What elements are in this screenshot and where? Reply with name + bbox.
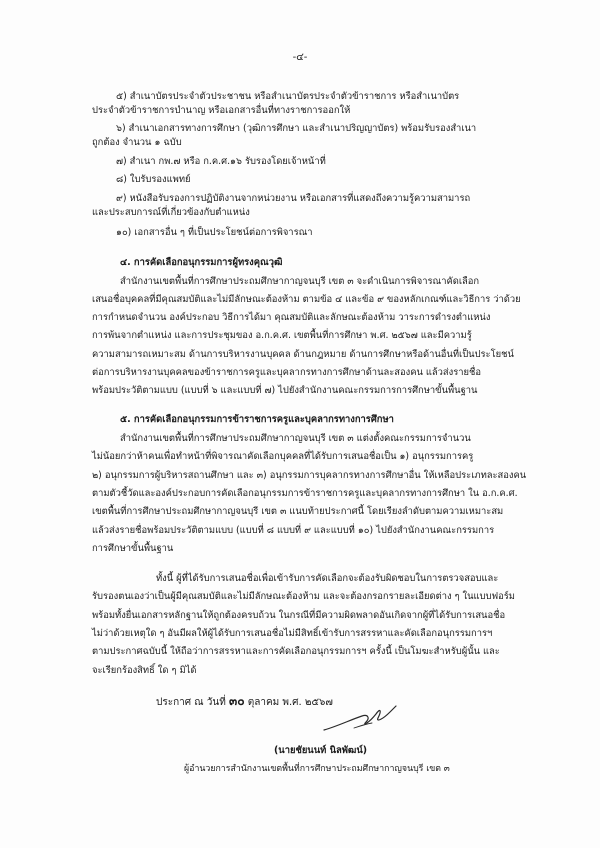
- closing-line: ไม่ว่าด้วยเหตุใด ๆ อันมีผลให้ผู้ได้รับการเสนอชื่อไม่มีสิทธิ์เข้ารับการสรรหาและคัดเลือกอนุกรรมการฯ: [92, 628, 493, 639]
- announce-day: ๓๐: [228, 694, 245, 708]
- item-8: ๘) ใบรับรองแพทย์: [116, 174, 191, 185]
- item-6-line-2: ถูกต้อง จำนวน ๑ ฉบับ: [92, 137, 182, 148]
- section-5-line: การศึกษาขั้นพื้นฐาน: [92, 543, 174, 554]
- item-6-line-1: ๖) สำเนาเอกสารทางการศึกษา (วุฒิการศึกษา และสำเนาปริญญาบัตร) พร้อมรับรองสำเนา: [116, 123, 477, 134]
- section-4-line: พร้อมประวัติตามแบบ (แบบที่ ๖ และแบบที่ ๗) ไปยังสำนักงานคณะกรรมการการศึกษาขั้นพื้นฐาน: [92, 385, 478, 396]
- closing-line: พร้อมทั้งยื่นเอกสารหลักฐานให้ถูกต้องครบถ้วน ในกรณีที่มีความผิดพลาดอันเกิดจากผู้ที่ได้รับการเสนอชื่อ: [92, 610, 506, 621]
- section-4-line: สำนักงานเขตพื้นที่การศึกษาประถมศึกษากาญจนบุรี เขต ๓ จะดำเนินการพิจารณาคัดเลือก: [120, 276, 480, 287]
- announce-month-year: ตุลาคม พ.ศ. ๒๕๖๗: [247, 697, 333, 708]
- closing-line: ตามประกาศฉบับนี้ ให้ถือว่าการสรรหาและการคัดเลือกอนุกรรมการฯ ครั้งนี้ เป็นโมฆะสำหรับผู้นั้น และ: [92, 646, 500, 657]
- item-9-line-1: ๙) หนังสือรับรองการปฏิบัติงานจากหน่วยงาน หรือเอกสารที่แสดงถึงความรู้ความสามารถ: [116, 193, 471, 204]
- announce-prefix: ประกาศ ณ วันที่: [156, 697, 226, 708]
- announcement-date: [156, 694, 333, 710]
- item-5-line-1: ๕) สำเนาบัตรประจำตัวประชาชน หรือสำเนาบัตรประจำตัวข้าราชการ หรือสำเนาบัตร: [116, 91, 460, 102]
- section-4-heading: ๔. การคัดเลือกอนุกรรมการผู้ทรงคุณวุฒิ: [120, 257, 283, 268]
- item-5-line-2: ประจำตัวข้าราชการบำนาญ หรือเอกสารอื่นที่ทางราชการออกให้: [92, 105, 351, 116]
- section-4-line: ความสามารถเหมาะสม ด้านการบริหารงานบุคคล ด้านกฎหมาย ด้านการศึกษาหรือด้านอื่นที่เป็นประโยชน์: [92, 349, 514, 360]
- signer-position: ผู้อำนวยการสำนักงานเขตพื้นที่การศึกษาประถมศึกษากาญจนบุรี เขต ๓: [184, 764, 450, 774]
- closing-line: จะเรียกร้องสิทธิ์ ใด ๆ มิได้: [92, 665, 197, 676]
- page-number: -๔-: [292, 52, 308, 63]
- closing-line: รับรองตนเองว่าเป็นผู้มีคุณสมบัติและไม่มีลักษณะต้องห้าม และจะต้องกรอกรายละเอียดต่าง ๆ ในแบบฟอร์ม: [92, 591, 515, 602]
- handwritten-signature: [320, 700, 400, 738]
- section-5-line: ๒) อนุกรรมการผู้บริหารสถานศึกษา และ ๓) อนุกรรมการบุคลากรทางการศึกษาอื่น ให้เหลือประเภทละสองคน: [92, 470, 527, 481]
- signer-name: (นายชัยนนท์ นิลพัฒน์): [274, 745, 368, 756]
- section-5-line: แล้วส่งรายชื่อพร้อมประวัติตามแบบ (แบบที่ ๘ แบบที่ ๙ และแบบที่ ๑๐) ไปยังสำนักงานคณะกรรมการ: [92, 525, 495, 536]
- item-9-line-2: และประสบการณ์ที่เกี่ยวข้องกับตำแหน่ง: [92, 207, 250, 218]
- closing-line: ทั้งนี้ ผู้ที่ได้รับการเสนอชื่อเพื่อเข้ารับการคัดเลือกจะต้องรับผิดชอบในการตรวจสอบและ: [156, 573, 499, 584]
- section-5-line: สำนักงานเขตพื้นที่การศึกษาประถมศึกษากาญจนบุรี เขต ๓ แต่งตั้งคณะกรรมการจำนวน: [120, 433, 471, 444]
- section-5-heading: ๕. การคัดเลือกอนุกรรมการข้าราชการครูและบุคลากรทางการศึกษา: [120, 414, 394, 425]
- section-5-line: ตามตัวชี้วัดและองค์ประกอบการคัดเลือกอนุกรรมการข้าราชการครูและบุคลากรทางการศึกษา ใน อ.ก.ค.ศ.: [92, 488, 518, 499]
- section-4-line: การกำหนดจำนวน องค์ประกอบ วิธีการได้มา คุณสมบัติและลักษณะต้องห้าม วาระการดำรงตำแหน่ง: [92, 312, 491, 323]
- section-4-line: เสนอชื่อบุคคลที่มีคุณสมบัติและไม่มีลักษณะต้องห้าม ตามข้อ ๔ และข้อ ๙ ของหลักเกณฑ์และวิธีการ ว่าด้วย: [92, 294, 521, 305]
- item-7: ๗) สำเนา กพ.๗ หรือ ก.ค.ศ.๑๖ รับรองโดยเจ้าหน้าที่: [116, 156, 326, 167]
- section-4-line: การพ้นจากตำแหน่ง และการประชุมของ อ.ก.ค.ศ. เขตพื้นที่การศึกษา พ.ศ. ๒๕๖๗ และมีความรู้: [92, 330, 472, 341]
- section-4-line: ต่อการบริหารงานบุคคลของข้าราชการครูและบุคลากรทางการศึกษาด้านละสองคน แล้วส่งรายชื่อ: [92, 367, 481, 378]
- section-5-line: ไม่น้อยกว่าห้าคนเพื่อทำหน้าที่พิจารณาคัดเลือกบุคคลที่ได้รับการเสนอชื่อเป็น ๑) อนุกรรมการครู: [92, 451, 474, 462]
- item-10: ๑๐) เอกสารอื่น ๆ ที่เป็นประโยชน์ต่อการพิจารณา: [116, 227, 313, 238]
- section-5-line: เขตพื้นที่การศึกษาประถมศึกษากาญจนบุรี เขต ๓ แนบท้ายประกาศนี้ โดยเรียงลำดับตามความเหมาะสม: [92, 506, 504, 517]
